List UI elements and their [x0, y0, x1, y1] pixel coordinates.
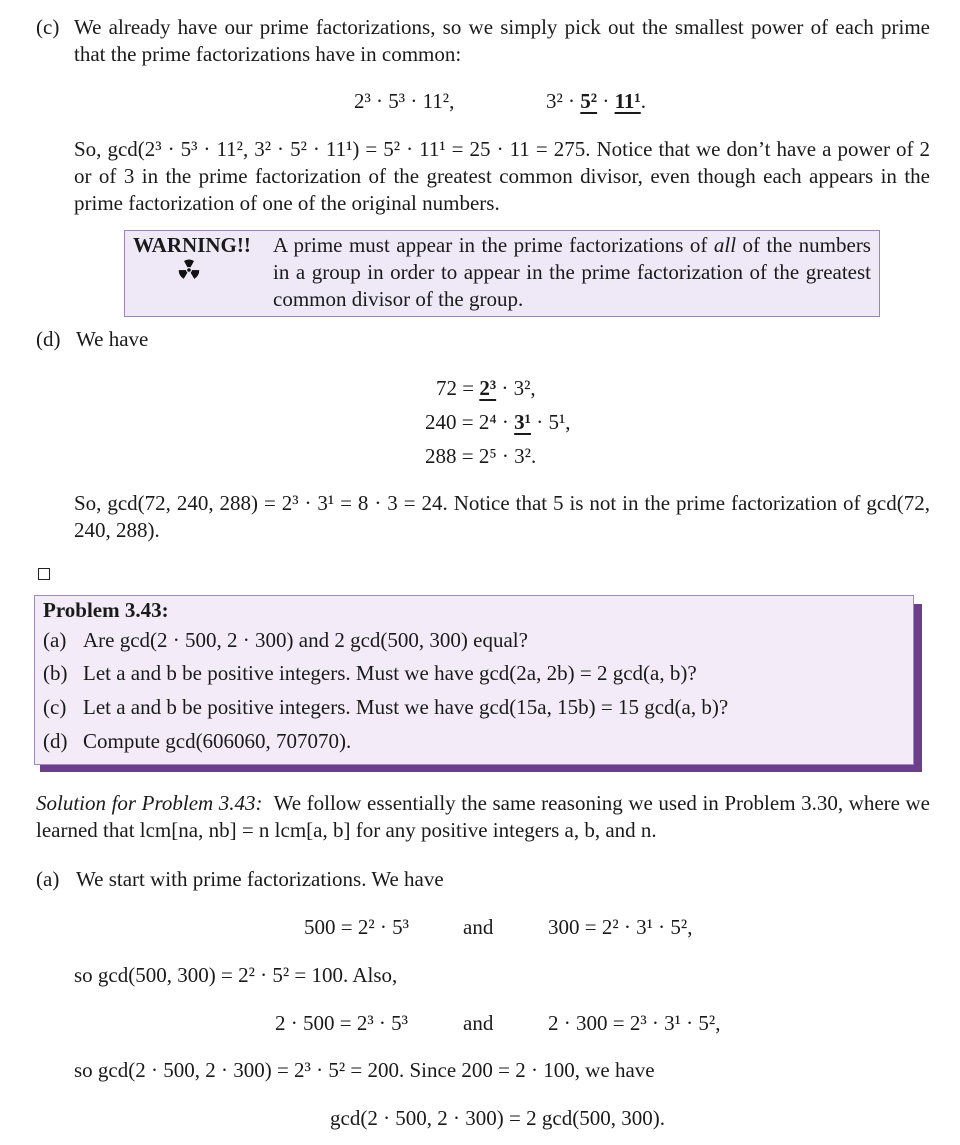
solution-part-a-intro: We start with prime factorizations. We have	[76, 867, 444, 891]
solution-part-a-label: (a)	[36, 867, 60, 891]
eq-72-lhs: 72 =	[436, 376, 480, 400]
factor-common-5: 5²	[580, 89, 598, 113]
problem-item-text: Let a and b be positive integers. Must we have gcd(15a, 15b) = 15 gcd(a, b)?	[83, 695, 729, 719]
radiation-icon	[177, 258, 201, 282]
eq-240-lhs: 240 = 2⁴ ·	[425, 410, 515, 434]
part-c-label: (c)	[36, 15, 60, 39]
warning-text-emphasis: all	[713, 233, 737, 257]
part-d-conclusion: So, gcd(72, 240, 288) = 2³ · 3¹ = 8 · 3 = 24. Notice that 5 is not in the prime factorization of gcd(72, 240, 288).	[74, 491, 930, 542]
solution-intro: We follow essentially the same reasoning we used in Problem 3.30, where we learned that lcm[na, nb] = n lcm[a, b] for any positive integers a, b, and n.	[36, 791, 930, 842]
problem-item-label: (d)	[43, 729, 68, 753]
equation-288: 288 = 2⁵ · 3².	[425, 444, 537, 468]
solution-heading: Solution for Problem 3.43:	[36, 791, 263, 815]
solution-intro-paragraph	[36, 790, 930, 844]
factor-plain: 3² ·	[546, 89, 581, 113]
problem-item-text: Are gcd(2 · 500, 2 · 300) and 2 gcd(500, 300) equal?	[83, 628, 528, 652]
warning-text-post: of the numbers in a group in order to appear in the prime factorization of the greatest common divisor of the group.	[273, 233, 871, 311]
warning-box	[124, 230, 880, 317]
equation-72	[436, 375, 536, 402]
problem-item	[43, 660, 697, 687]
warning-title: WARNING!!	[133, 233, 251, 257]
equation-2x300: 2 · 300 = 2³ · 3¹ · 5²,	[548, 1011, 721, 1035]
problem-item-text: Let a and b be positive integers. Must we have gcd(2a, 2b) = 2 gcd(a, b)?	[83, 661, 697, 685]
part-d-label: (d)	[36, 327, 61, 351]
factorization-right	[546, 88, 646, 115]
gcd-500-300-line: so gcd(500, 300) = 2² · 5² = 100. Also,	[74, 963, 398, 987]
gcd-doubled-line: so gcd(2 · 500, 2 · 300) = 2³ · 5² = 200. Since 200 = 2 · 100, we have	[74, 1058, 655, 1082]
problem-item-label: (b)	[43, 661, 68, 685]
part-d-intro: We have	[76, 327, 149, 351]
problem-item-label: (c)	[43, 695, 67, 719]
equation-and-2: and	[463, 1011, 494, 1035]
factor-period: .	[640, 89, 646, 113]
factor-common-11: 11¹	[614, 89, 641, 113]
warning-text-pre: A prime must appear in the prime factorizations of	[273, 233, 714, 257]
problem-item-text: Compute gcd(606060, 707070).	[83, 729, 352, 753]
eq-72-common: 2³	[479, 376, 497, 400]
final-equation: gcd(2 · 500, 2 · 300) = 2 gcd(500, 300).	[330, 1106, 665, 1130]
factor-dot: ·	[597, 89, 615, 113]
square-qed-icon	[38, 568, 50, 580]
equation-500: 500 = 2² · 5³	[304, 915, 409, 939]
part-c-conclusion: So, gcd(2³ · 5³ · 11², 3² · 5² · 11¹) = 5² · 11¹ = 25 · 11 = 275. Notice that we don’t have a power of 2 or of 3 in the prime factorization of the greatest common divisor, even though each appears in the prime factorization of one of the original numbers.	[74, 137, 930, 215]
part-c-intro: We already have our prime factorizations, so we simply pick out the smallest power of each prime that the prime factorizations have in common:	[74, 15, 930, 66]
problem-box	[34, 595, 914, 765]
problem-item	[43, 728, 351, 755]
problem-item	[43, 627, 528, 654]
equation-240	[425, 409, 571, 436]
problem-item-label: (a)	[43, 628, 67, 652]
eq-72-rest: · 3²,	[496, 376, 536, 400]
factorization-left: 2³ · 5³ · 11²,	[354, 89, 455, 113]
problem-title: Problem 3.43:	[43, 598, 169, 622]
warning-text	[273, 232, 871, 313]
equation-2x500: 2 · 500 = 2³ · 5³	[275, 1011, 408, 1035]
equation-and-1: and	[463, 915, 494, 939]
eq-240-common: 3¹	[514, 410, 531, 434]
problem-item	[43, 694, 728, 721]
eq-240-rest: · 5¹,	[530, 410, 571, 434]
equation-300: 300 = 2² · 3¹ · 5²,	[548, 915, 693, 939]
